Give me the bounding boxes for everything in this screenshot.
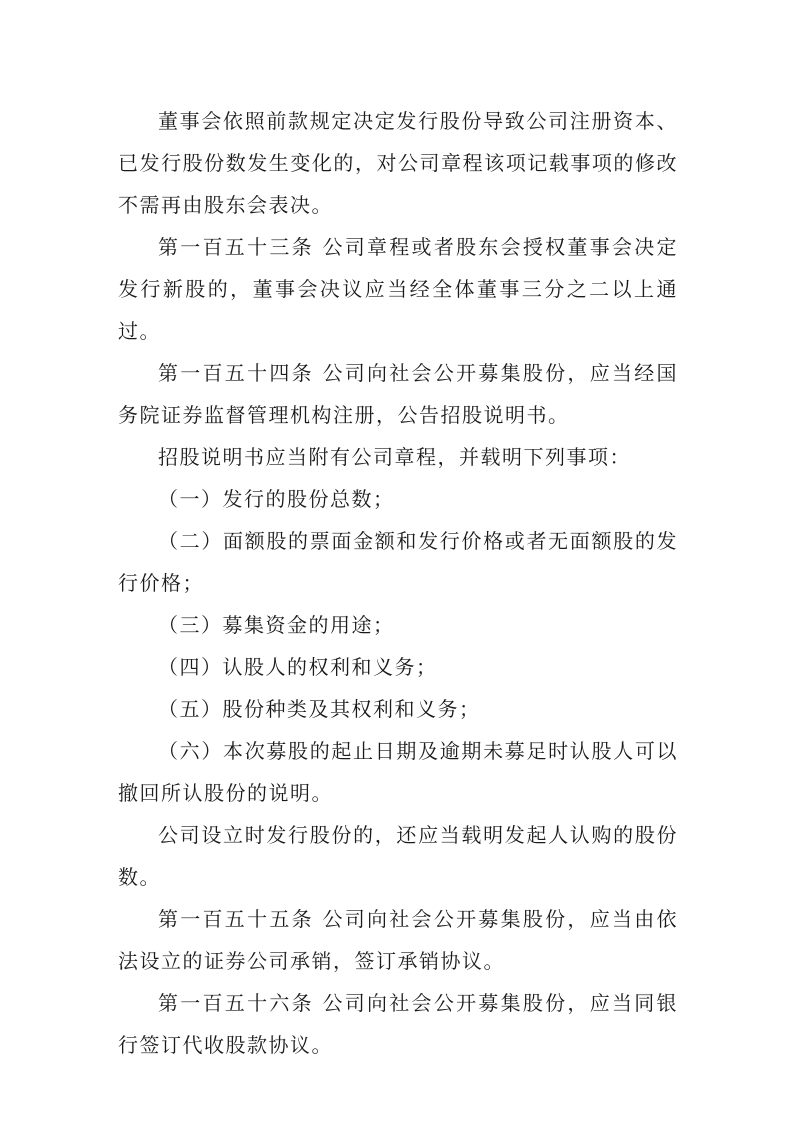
- paragraph-article-154: 第一百五十四条 公司向社会公开募集股份，应当经国务院证券监督管理机构注册，公告招股说明书。: [118, 361, 678, 427]
- paragraph-article-156: 第一百五十六条 公司向社会公开募集股份，应当同银行签订代收股款协议。: [118, 991, 678, 1057]
- list-item-3: （三）募集资金的用途；: [158, 613, 395, 637]
- paragraph-board-resolution: 董事会依照前款规定决定发行股份导致公司注册资本、已发行股份数发生变化的，对公司章程该项记载事项的修改不需再由股东会表决。: [118, 109, 678, 217]
- list-item-6: （六）本次募股的起止日期及逾期未募足时认股人可以撤回所认股份的说明。: [118, 739, 678, 805]
- paragraph-founder-shares: 公司设立时发行股份的，还应当载明发起人认购的股份数。: [118, 823, 678, 889]
- paragraph-article-155: 第一百五十五条 公司向社会公开募集股份，应当由依法设立的证券公司承销，签订承销协议。: [118, 907, 678, 973]
- list-item-2: （二）面额股的票面金额和发行价格或者无面额股的发行价格；: [118, 529, 678, 595]
- list-item-5: （五）股份种类及其权利和义务；: [158, 697, 481, 721]
- list-item-4: （四）认股人的权利和义务；: [158, 655, 438, 679]
- document-body: [118, 100, 678, 1066]
- paragraph-article-153: 第一百五十三条 公司章程或者股东会授权董事会决定发行新股的，董事会决议应当经全体董事三分之二以上通过。: [118, 235, 678, 343]
- paragraph-prospectus-items: 招股说明书应当附有公司章程，并载明下列事项：: [158, 445, 631, 469]
- list-item-1: （一）发行的股份总数；: [158, 487, 395, 511]
